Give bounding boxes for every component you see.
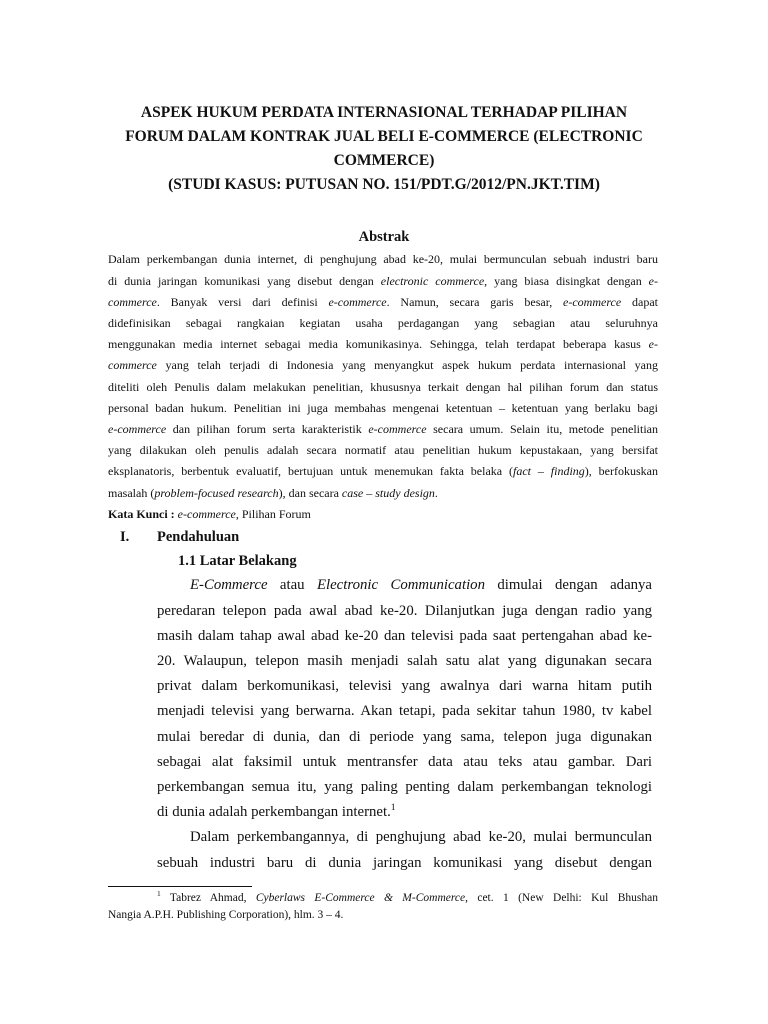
text-run: sebagai alat faksimil untuk mentransfer data atau teks atau gambar. Dari <box>157 753 652 770</box>
italic-text-run: e-commerce <box>174 507 236 521</box>
keywords-text <box>108 504 658 524</box>
italic-text-run: e-commerce <box>368 422 427 437</box>
section-heading-title: Pendahuluan <box>157 529 240 545</box>
text-run: personal badan hukum. Penelitian ini juga membahas mengenai ketentuan – ketentuan yang berlaku bagi <box>108 400 658 415</box>
abstract-line <box>108 334 658 355</box>
subsection-heading: 1.1 Latar Belakang <box>178 553 297 569</box>
body-paragraph <box>157 825 652 875</box>
body-line <box>157 573 652 598</box>
abstract-line <box>108 461 658 482</box>
text-run: ), dan secara <box>278 485 342 500</box>
abstract-line <box>108 440 658 461</box>
text-run: masih dalam tahap awal abad ke-20 dan televisi pada saat pertengahan abad ke- <box>157 627 652 644</box>
italic-text-run: E-Commerce <box>190 577 268 594</box>
footnote-line <box>108 907 658 924</box>
title-line: COMMERCE) <box>333 152 435 169</box>
italic-text-run: commerce <box>108 358 157 373</box>
body-text <box>157 573 652 875</box>
body-line <box>157 750 652 775</box>
text-run: yang telah terjadi di Indonesia yang menyangkut aspek hukum perdata internasional yang <box>156 358 658 373</box>
abstract-line <box>108 355 658 376</box>
text-run: , yang biasa disingkat dengan <box>484 273 649 288</box>
title-line: ASPEK HUKUM PERDATA INTERNASIONAL TERHADAP PILIHAN <box>140 104 628 121</box>
abstract-line <box>108 271 658 292</box>
body-paragraph <box>157 573 652 825</box>
body-line <box>157 725 652 750</box>
abstract-line <box>108 398 658 419</box>
footnote-separator <box>108 886 252 887</box>
abstract-line <box>108 377 658 398</box>
text-run: menggunakan media internet sebagai media komunikasinya. Sehingga, telah terdapat beberapa kasus <box>108 337 649 352</box>
abstract-heading: Abstrak <box>358 229 410 245</box>
italic-text-run: Cyberlaws E-Commerce & M-Commerce <box>255 891 466 904</box>
body-line <box>157 649 652 674</box>
text-run: di dunia jaringan komunikasi yang disebut dengan <box>108 273 381 288</box>
footnote-reference: 1 <box>157 888 161 898</box>
text-run: ), berfokuskan <box>584 464 658 479</box>
body-line <box>157 599 652 624</box>
italic-text-run: e- <box>648 337 658 352</box>
text-run: dimulai dengan adanya <box>484 577 653 594</box>
text-run: Tabrez Ahmad, <box>160 891 256 904</box>
abstract-body <box>108 249 658 503</box>
document-title <box>0 101 768 197</box>
text-run: dan pilihan forum serta karakteristik <box>166 422 369 437</box>
body-line <box>157 699 652 724</box>
body-line <box>157 825 652 850</box>
text-run: yang dilakukan oleh penulis adalah secara normatif atau penelitian hukum kepustakaan, yang bersifat <box>108 443 658 458</box>
text-run: peredaran telepon pada awal abad ke-20. Dilanjutkan juga dengan radio yang <box>157 602 652 619</box>
body-line <box>157 624 652 649</box>
text-run: perkembangan semua itu, yang paling penting dalam perkembangan teknologi <box>157 779 652 796</box>
text-run: privat dalam berkomunikasi, televisi yang awalnya dari warna hitam putih <box>157 678 652 695</box>
text-run: secara umum. Selain itu, metode penelitian <box>426 422 659 437</box>
text-run: didefinisikan sebagai rangkaian kegiatan usaha perdagangan yang sebagian atau seluruhnya <box>108 316 658 330</box>
text-run: di dunia adalah perkembangan internet. <box>157 804 391 821</box>
text-run: menjadi televisi yang berwarna. Akan tetapi, pada sekitar tahun 1980, tv kabel <box>157 703 652 720</box>
text-run: Dalam perkembangannya, di penghujung abad ke-20, mulai bermunculan <box>190 829 652 846</box>
body-line <box>157 674 652 699</box>
text-run: sebuah industri baru di dunia jaringan komunikasi yang disebut dengan <box>157 854 652 871</box>
italic-text-run: case – study design <box>341 485 435 500</box>
italic-text-run: e-commerce <box>563 294 622 309</box>
italic-text-run: Electronic Communication <box>316 577 485 594</box>
italic-text-run: e-commerce <box>328 294 387 309</box>
footnote-line <box>108 890 658 907</box>
text-run: . Namun, secara garis besar, <box>386 294 564 309</box>
italic-text-run: commerce <box>108 294 157 309</box>
italic-text-run: e-commerce <box>108 422 167 437</box>
body-line <box>157 800 652 825</box>
title-line: FORUM DALAM KONTRAK JUAL BELI E-COMMERCE (ELECTRONIC <box>125 128 643 145</box>
abstract-line <box>108 419 658 440</box>
bold-text-run: Kata Kunci : <box>108 507 175 521</box>
text-run: masalah ( <box>108 485 155 500</box>
text-run: mulai beredar di dunia, dan di periode yang sama, telepon juga digunakan <box>157 728 652 745</box>
section-heading-number: I. <box>120 529 130 545</box>
text-run: , Pilihan Forum <box>235 507 311 521</box>
text-run: , cet. 1 (New Delhi: Kul Bhushan <box>465 891 658 904</box>
text-run: diteliti oleh Penulis dalam melakukan penelitian, khususnya terkait dengan hal pilihan forum dan status <box>108 379 658 394</box>
title-line: (STUDI KASUS: PUTUSAN NO. 151/PDT.G/2012/PN.JKT.TIM) <box>168 176 600 193</box>
abstract-line <box>108 483 658 504</box>
italic-text-run: electronic commerce <box>380 273 485 288</box>
abstract-line <box>108 249 658 270</box>
text-run: Nangia A.P.H. Publishing Corporation), hlm. 3 – 4. <box>108 908 344 921</box>
abstract-line <box>108 292 658 313</box>
footnote-reference: 1 <box>390 802 396 814</box>
text-run: . Banyak versi dari definisi <box>156 294 329 309</box>
text-run: atau <box>267 577 317 594</box>
body-line <box>157 851 652 876</box>
italic-text-run: fact – finding <box>513 464 585 479</box>
body-line <box>157 775 652 800</box>
text-run: dapat <box>621 294 658 309</box>
text-run: Dalam perkembangan dunia internet, di penghujung abad ke-20, mulai bermunculan sebuah industri baru <box>108 252 658 267</box>
footnote <box>108 890 658 924</box>
text-run: 20. Walaupun, telepon masih menjadi salah satu alat yang digunakan secara <box>157 653 652 669</box>
keywords-line <box>108 504 658 524</box>
text-run: . <box>434 485 438 500</box>
italic-text-run: problem-focused research <box>154 485 279 500</box>
abstract-line <box>108 313 658 334</box>
text-run: eksplanatoris, berbentuk evaluatif, bertujuan untuk menemukan fakta belaka ( <box>108 464 513 479</box>
italic-text-run: e- <box>648 273 658 288</box>
